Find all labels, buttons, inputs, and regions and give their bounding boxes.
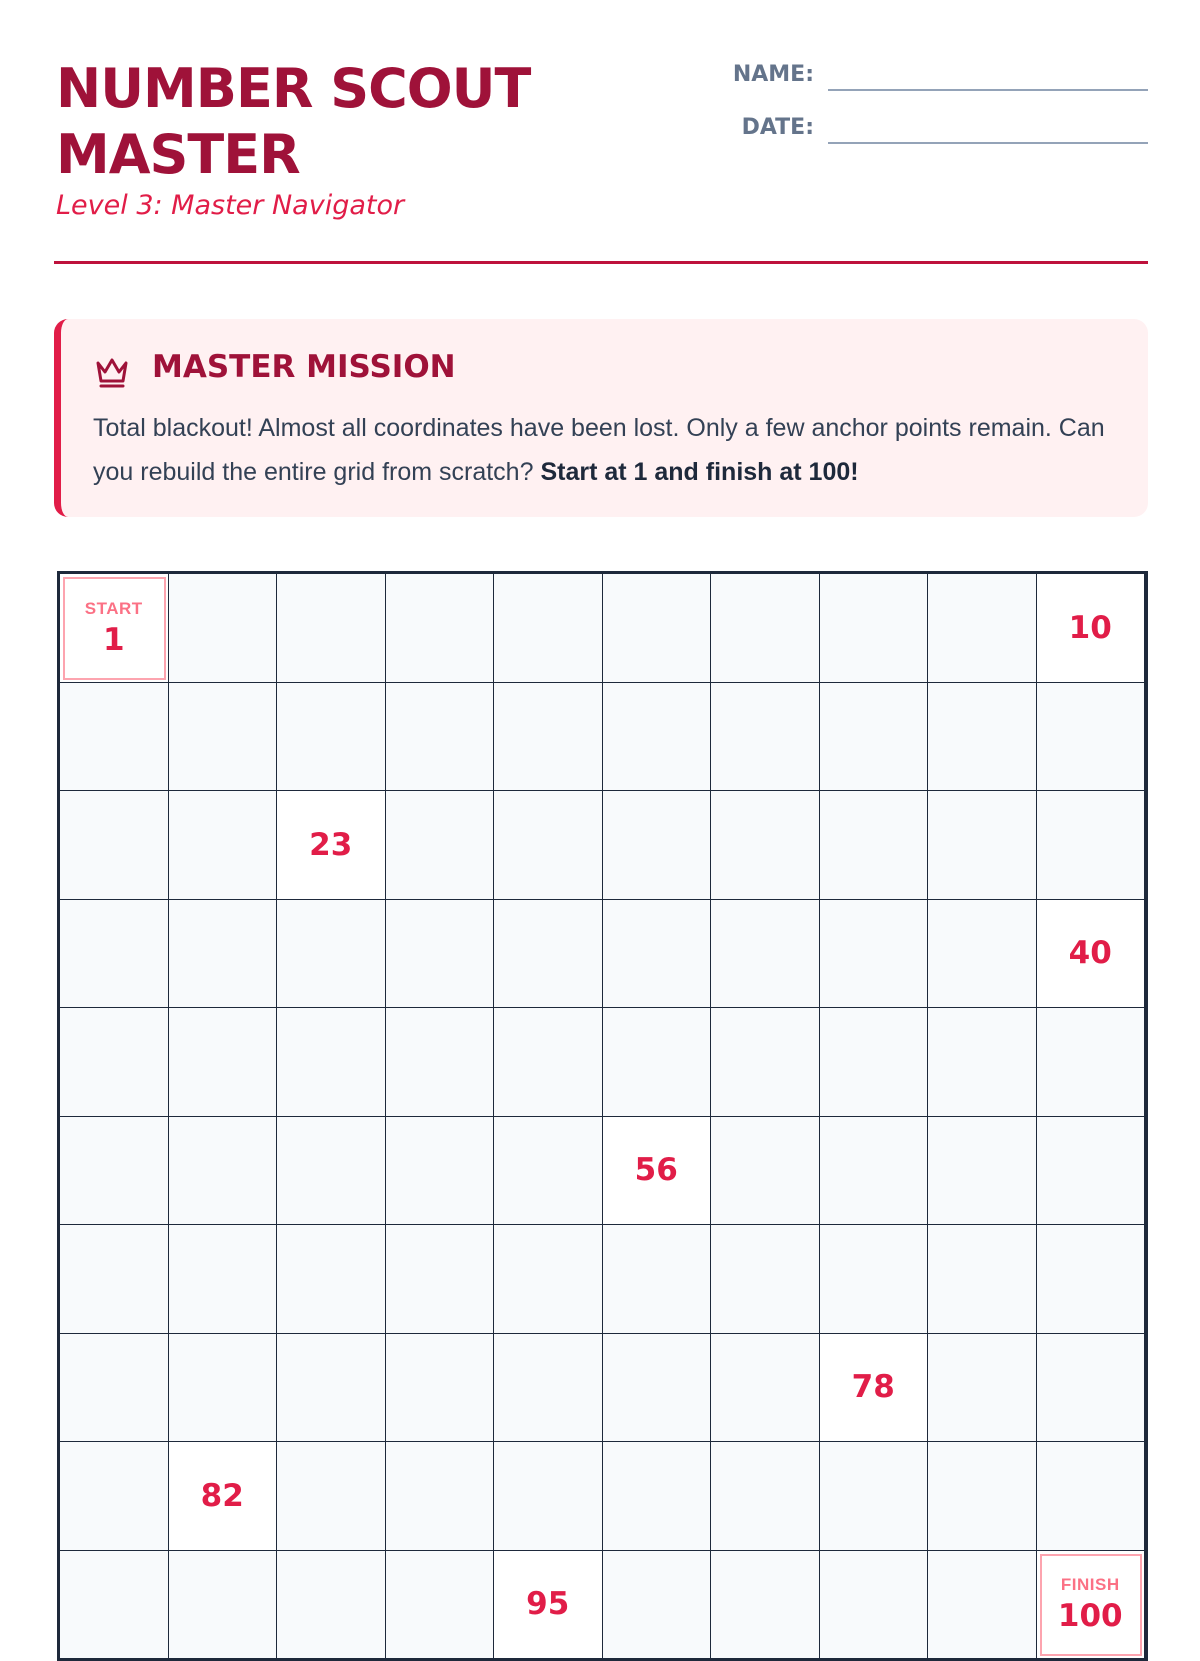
empty-cell[interactable] <box>60 1225 169 1334</box>
empty-cell[interactable] <box>386 1008 495 1117</box>
empty-cell[interactable] <box>820 1551 929 1660</box>
date-line[interactable] <box>828 142 1148 144</box>
empty-cell[interactable] <box>169 683 278 792</box>
empty-cell[interactable] <box>820 1117 929 1226</box>
anchor-cell[interactable] <box>1037 900 1146 1009</box>
empty-cell[interactable] <box>277 1442 386 1551</box>
empty-cell[interactable] <box>60 1442 169 1551</box>
empty-cell[interactable] <box>494 791 603 900</box>
start-label: START <box>84 598 143 618</box>
header-divider <box>54 261 1148 264</box>
empty-cell[interactable] <box>603 900 712 1009</box>
cell-number: 82 <box>200 1477 244 1514</box>
empty-cell[interactable] <box>169 791 278 900</box>
empty-cell[interactable] <box>494 683 603 792</box>
empty-cell[interactable] <box>928 1442 1037 1551</box>
empty-cell[interactable] <box>60 1334 169 1443</box>
empty-cell[interactable] <box>386 1334 495 1443</box>
cell-number: 10 <box>1068 609 1112 646</box>
title-line-2: MASTER <box>56 123 300 186</box>
start-cell[interactable] <box>60 574 169 683</box>
name-line[interactable] <box>828 89 1148 91</box>
empty-cell[interactable] <box>277 1008 386 1117</box>
empty-cell[interactable] <box>386 1225 495 1334</box>
empty-cell[interactable] <box>169 1334 278 1443</box>
empty-cell[interactable] <box>711 1008 820 1117</box>
empty-cell[interactable] <box>494 1117 603 1226</box>
empty-cell[interactable] <box>60 683 169 792</box>
empty-cell[interactable] <box>169 574 278 683</box>
anchor-cell[interactable] <box>277 791 386 900</box>
empty-cell[interactable] <box>494 1008 603 1117</box>
empty-cell[interactable] <box>928 791 1037 900</box>
empty-cell[interactable] <box>1037 683 1146 792</box>
empty-cell[interactable] <box>494 1334 603 1443</box>
empty-cell[interactable] <box>386 574 495 683</box>
level-subtitle: Level 3: Master Navigator <box>56 190 405 221</box>
empty-cell[interactable] <box>928 683 1037 792</box>
empty-cell[interactable] <box>1037 1442 1146 1551</box>
empty-cell[interactable] <box>603 1225 712 1334</box>
cell-number: 100 <box>1057 1598 1123 1635</box>
page-title <box>56 56 656 188</box>
empty-cell[interactable] <box>603 1334 712 1443</box>
empty-cell[interactable] <box>711 1117 820 1226</box>
mission-emphasis: Start at 1 and finish at 100! <box>540 458 859 486</box>
empty-cell[interactable] <box>711 1442 820 1551</box>
cell-number: 56 <box>634 1152 678 1189</box>
empty-cell[interactable] <box>386 683 495 792</box>
empty-cell[interactable] <box>60 1117 169 1226</box>
empty-cell[interactable] <box>928 574 1037 683</box>
empty-cell[interactable] <box>386 1117 495 1226</box>
cell-number: 40 <box>1068 935 1112 972</box>
date-field[interactable] <box>700 109 1148 149</box>
empty-cell[interactable] <box>60 1008 169 1117</box>
empty-cell[interactable] <box>277 1551 386 1660</box>
empty-cell[interactable] <box>820 791 929 900</box>
empty-cell[interactable] <box>169 1008 278 1117</box>
cell-number: 1 <box>102 621 125 658</box>
cell-number: 95 <box>526 1586 570 1623</box>
mission-panel <box>54 319 1148 517</box>
finish-label: FINISH <box>1060 1575 1120 1595</box>
empty-cell[interactable] <box>820 1442 929 1551</box>
name-field[interactable] <box>700 56 1148 96</box>
hundred-grid <box>57 571 1148 1661</box>
empty-cell[interactable] <box>386 1551 495 1660</box>
empty-cell[interactable] <box>386 1442 495 1551</box>
empty-cell[interactable] <box>603 1551 712 1660</box>
empty-cell[interactable] <box>820 683 929 792</box>
empty-cell[interactable] <box>928 1117 1037 1226</box>
empty-cell[interactable] <box>169 1117 278 1226</box>
crown-icon <box>92 351 132 391</box>
empty-cell[interactable] <box>1037 1008 1146 1117</box>
empty-cell[interactable] <box>928 1334 1037 1443</box>
empty-cell[interactable] <box>169 900 278 1009</box>
empty-cell[interactable] <box>928 1008 1037 1117</box>
empty-cell[interactable] <box>277 574 386 683</box>
empty-cell[interactable] <box>820 574 929 683</box>
empty-cell[interactable] <box>711 791 820 900</box>
anchor-cell[interactable] <box>494 1551 603 1660</box>
empty-cell[interactable] <box>603 683 712 792</box>
anchor-cell[interactable] <box>603 1117 712 1226</box>
empty-cell[interactable] <box>386 900 495 1009</box>
anchor-cell[interactable] <box>1037 574 1146 683</box>
empty-cell[interactable] <box>494 1225 603 1334</box>
empty-cell[interactable] <box>711 683 820 792</box>
mission-description: Total blackout! Almost all coordinates have been lost. Only a few anchor points remain. Can you rebuild the entire grid from scratch? <box>93 414 1105 486</box>
empty-cell[interactable] <box>711 574 820 683</box>
empty-cell[interactable] <box>1037 1117 1146 1226</box>
empty-cell[interactable] <box>1037 1225 1146 1334</box>
empty-cell[interactable] <box>277 683 386 792</box>
empty-cell[interactable] <box>820 1008 929 1117</box>
title-line-1: NUMBER SCOUT <box>56 57 531 120</box>
date-label: DATE: <box>741 115 814 140</box>
empty-cell[interactable] <box>494 574 603 683</box>
empty-cell[interactable] <box>603 1008 712 1117</box>
empty-cell[interactable] <box>711 900 820 1009</box>
cell-number: 23 <box>309 826 353 863</box>
name-label: NAME: <box>732 62 814 87</box>
anchor-cell[interactable] <box>820 1334 929 1443</box>
empty-cell[interactable] <box>711 1551 820 1660</box>
anchor-cell[interactable] <box>169 1442 278 1551</box>
empty-cell[interactable] <box>820 900 929 1009</box>
cell-number: 78 <box>851 1369 895 1406</box>
mission-text <box>93 406 1123 494</box>
empty-cell[interactable] <box>494 900 603 1009</box>
empty-cell[interactable] <box>603 791 712 900</box>
empty-cell[interactable] <box>603 574 712 683</box>
empty-cell[interactable] <box>711 1225 820 1334</box>
empty-cell[interactable] <box>169 1551 278 1660</box>
mission-heading: MASTER MISSION <box>152 349 456 385</box>
empty-cell[interactable] <box>1037 791 1146 900</box>
empty-cell[interactable] <box>820 1225 929 1334</box>
empty-cell[interactable] <box>928 900 1037 1009</box>
empty-cell[interactable] <box>1037 1334 1146 1443</box>
empty-cell[interactable] <box>711 1334 820 1443</box>
empty-cell[interactable] <box>60 1551 169 1660</box>
empty-cell[interactable] <box>169 1225 278 1334</box>
empty-cell[interactable] <box>277 900 386 1009</box>
empty-cell[interactable] <box>60 791 169 900</box>
empty-cell[interactable] <box>60 900 169 1009</box>
empty-cell[interactable] <box>928 1551 1037 1660</box>
empty-cell[interactable] <box>386 791 495 900</box>
empty-cell[interactable] <box>603 1442 712 1551</box>
empty-cell[interactable] <box>928 1225 1037 1334</box>
empty-cell[interactable] <box>277 1334 386 1443</box>
empty-cell[interactable] <box>277 1225 386 1334</box>
empty-cell[interactable] <box>494 1442 603 1551</box>
empty-cell[interactable] <box>277 1117 386 1226</box>
finish-cell[interactable] <box>1037 1551 1146 1660</box>
